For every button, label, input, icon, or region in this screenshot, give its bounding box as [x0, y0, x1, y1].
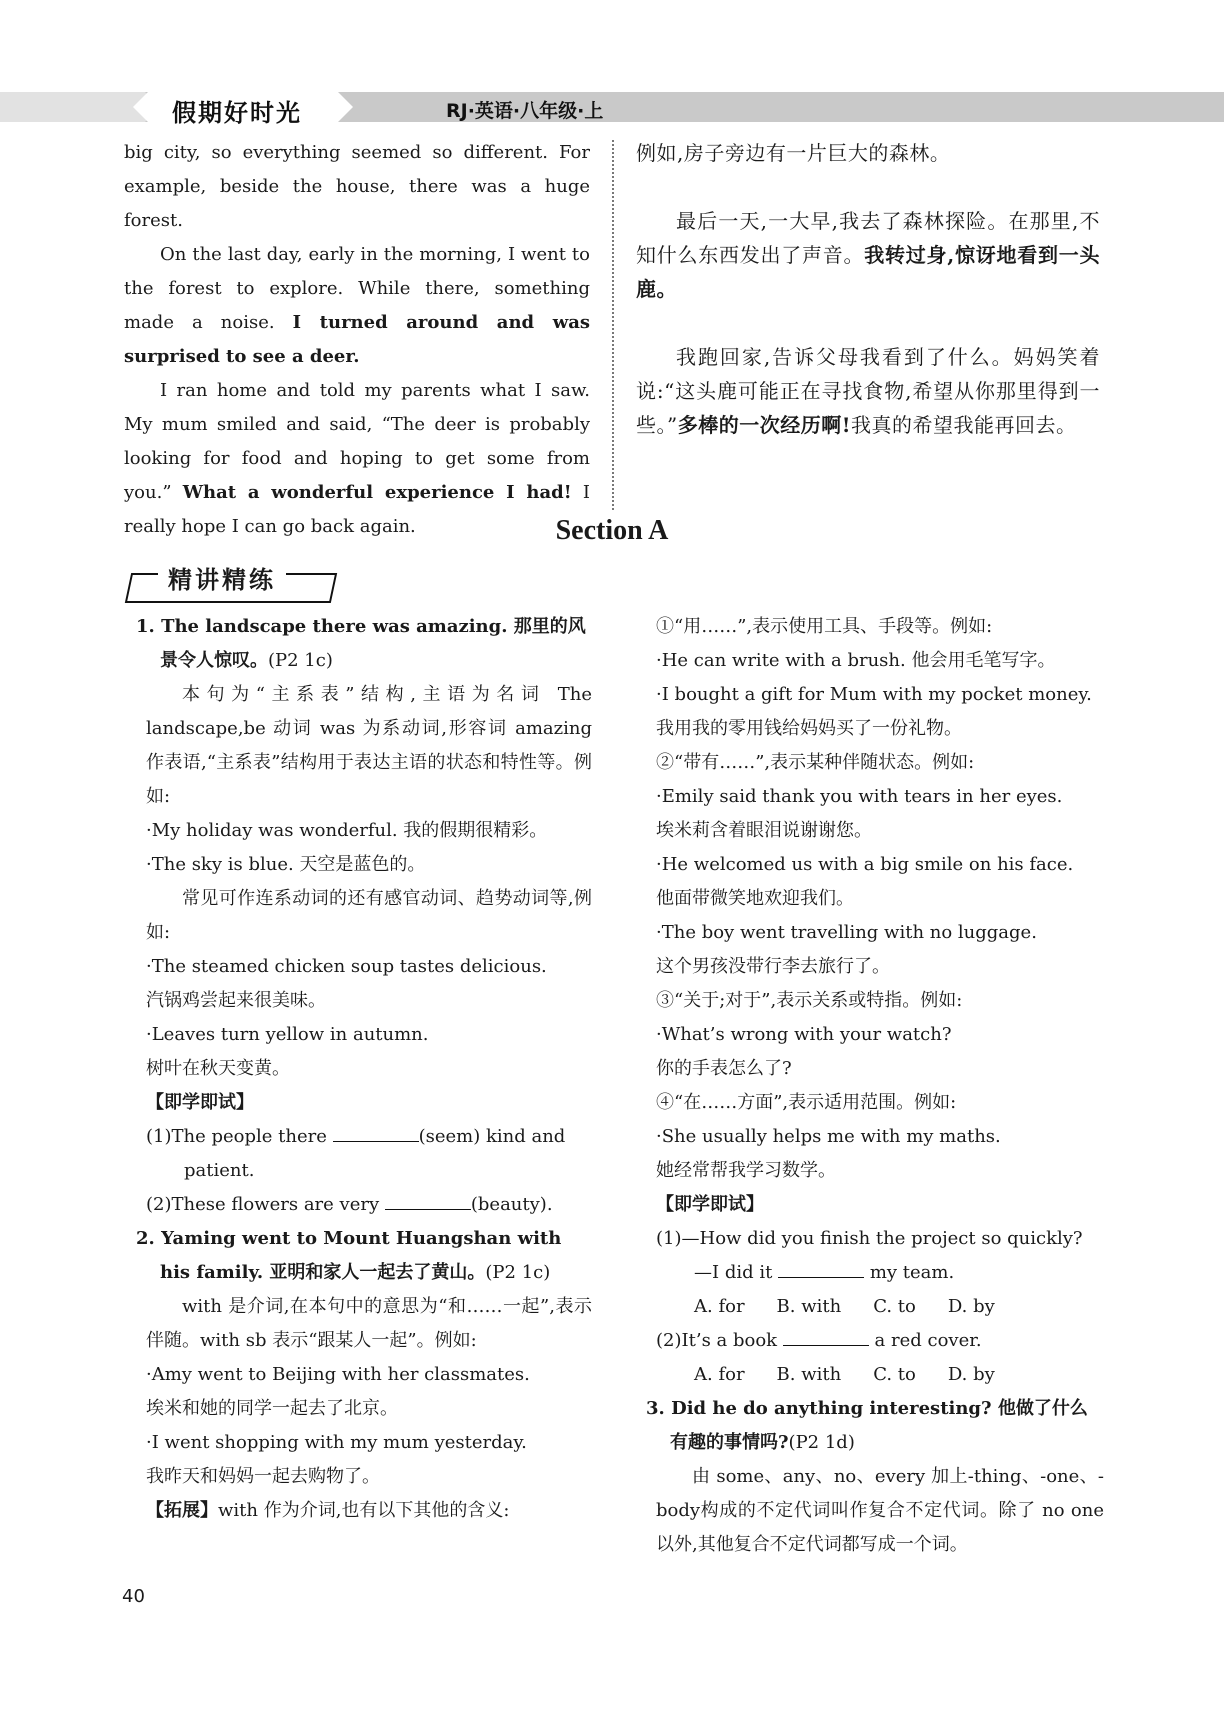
meaning-4: ④“在……方面”,表示适用范围。例如:	[656, 1092, 957, 1113]
story-en-p2-bold: I turned around and was surprised to see a deer.	[124, 312, 590, 367]
item1-explain-2: 常见可作连系动词的还有感官动词、趋势动词等,例如:	[146, 888, 592, 943]
story-cn-p2-bold: 我转过身,惊讶地看到一头鹿。	[636, 243, 1100, 301]
column-divider	[612, 140, 614, 510]
item1-en: The landscape there was amazing.	[161, 616, 508, 637]
story-en-p3-bold: What a wonderful experience I had!	[182, 482, 572, 503]
option-c[interactable]: C. to	[873, 1364, 916, 1385]
practice-r-q1-line2	[634, 1256, 1104, 1290]
item3-cn: 他做了什么有趣的事情吗?	[670, 1398, 1088, 1453]
extend-note	[124, 1494, 592, 1528]
item2-number: 2.	[136, 1228, 155, 1249]
story-en-p2-text: On the last day, early in the morning, I went to the forest to explore. While there, something made a noise.	[124, 244, 590, 333]
meaning-1-example-1: ·He can write with a brush. 他会用毛笔写字。	[656, 650, 1056, 671]
options-q2	[634, 1358, 1104, 1392]
practice-r-q2-end: a red cover.	[874, 1330, 982, 1351]
item2-example-2-en: ·I went shopping with my mum yesterday.	[146, 1432, 527, 1453]
story-en-p2	[124, 238, 590, 374]
section-title: Section A	[555, 515, 669, 546]
item3-en: Did he do anything interesting?	[671, 1398, 992, 1419]
practice-q1-end: (seem) kind and patient.	[184, 1126, 566, 1181]
item1-example-2: ·The sky is blue. 天空是蓝色的。	[146, 854, 426, 875]
practice-q2-start: (2)These flowers are very	[146, 1194, 380, 1215]
item2-en: Yaming went to Mount Huangshan with his family.	[160, 1228, 562, 1283]
practice-q1	[124, 1120, 592, 1188]
item1-ref: (P2 1c)	[268, 650, 333, 671]
extend-label: 【拓展】	[146, 1500, 218, 1521]
answer-blank[interactable]	[783, 1325, 869, 1346]
item2-explain: with 是介词,在本句中的意思为“和……一起”,表示伴随。with sb 表示“跟某人一起”。例如:	[146, 1296, 592, 1351]
story-cn-p3-bold: 多棒的一次经历啊!	[677, 413, 852, 437]
meaning-2-example-2-en: ·He welcomed us with a big smile on his face.	[656, 854, 1074, 875]
item2-example-1-en: ·Amy went to Beijing with her classmates.	[146, 1364, 530, 1385]
item2-example-1-cn: 埃米和她的同学一起去了北京。	[146, 1398, 398, 1419]
answer-blank[interactable]	[385, 1189, 471, 1210]
option-a[interactable]: A. for	[694, 1364, 745, 1385]
story-en-p3-text: I ran home and told my parents what I saw. My mum smiled and said, “The deer is probably looking for food and hoping to get some from you.”	[124, 380, 590, 503]
item1-heading	[124, 610, 592, 678]
item1-example-1: ·My holiday was wonderful. 我的假期很精彩。	[146, 820, 548, 841]
banner-text: 精讲精练	[158, 563, 286, 597]
meaning-2-example-1-en: ·Emily said thank you with tears in her eyes.	[656, 786, 1063, 807]
story-cn-p3	[636, 340, 1100, 442]
item1-example-3-cn: 汽锅鸡尝起来很美味。	[146, 990, 326, 1011]
meaning-3-example-1-cn: 你的手表怎么了?	[656, 1058, 792, 1079]
story-cn-p1: 例如,房子旁边有一片巨大的森林。	[636, 141, 951, 165]
practice-q2	[124, 1188, 592, 1222]
option-d[interactable]: D. by	[947, 1296, 995, 1317]
option-a[interactable]: A. for	[694, 1296, 745, 1317]
meaning-4-example-1-cn: 她经常帮我学习数学。	[656, 1160, 836, 1181]
item2-example-2-cn: 我昨天和妈妈一起去购物了。	[146, 1466, 380, 1487]
options-q1	[634, 1290, 1104, 1324]
item1-number: 1.	[136, 616, 155, 637]
meaning-3-example-1-en: ·What’s wrong with your watch?	[656, 1024, 952, 1045]
page-number: 40	[122, 1586, 145, 1607]
option-c[interactable]: C. to	[873, 1296, 916, 1317]
item2-heading	[124, 1222, 592, 1290]
option-b[interactable]: B. with	[776, 1296, 842, 1317]
banner-jingjiang	[128, 563, 338, 603]
right-column	[634, 610, 1104, 1562]
item2-ref: (P2 1c)	[485, 1262, 551, 1283]
story-cn-p2-text: 最后一天,一大早,我去了森林探险。在那里,不知什么东西发出了声音。	[636, 209, 1100, 267]
meaning-4-example-1-en: ·She usually helps me with my maths.	[656, 1126, 1001, 1147]
item1-example-3-en: ·The steamed chicken soup tastes delicious.	[146, 956, 547, 977]
item1-example-4-cn: 树叶在秋天变黄。	[146, 1058, 290, 1079]
option-d[interactable]: D. by	[947, 1364, 995, 1385]
story-cn-p3-end: 我真的希望我能再回去。	[851, 413, 1077, 437]
story-en-p3-end: I really hope I can go back again.	[124, 482, 590, 537]
meaning-2-example-3-cn: 这个男孩没带行李去旅行了。	[656, 956, 890, 977]
meaning-1-example-2-en: ·I bought a gift for Mum with my pocket money.	[656, 684, 1092, 705]
story-cn-p3-text: 我跑回家,告诉父母我看到了什么。妈妈笑着说:“这头鹿可能正在寻找食物,希望从你那里得到一些。”	[636, 345, 1100, 437]
meaning-2-example-1-cn: 埃米莉含着眼泪说谢谢您。	[656, 820, 872, 841]
item3-explain: 由 some、any、no、every 加上-thing、-one、-body构成的不定代词叫作复合不定代词。除了 no one 以外,其他复合不定代词都写成一个词。	[656, 1466, 1104, 1555]
practice-label-left: 【即学即试】	[146, 1092, 254, 1113]
item3-number: 3.	[646, 1398, 665, 1419]
meaning-1-example-2-cn: 我用我的零用钱给妈妈买了一份礼物。	[656, 718, 962, 739]
option-b[interactable]: B. with	[776, 1364, 842, 1385]
page-header	[0, 92, 1224, 127]
meaning-2-example-2-cn: 他面带微笑地欢迎我们。	[656, 888, 854, 909]
item3-heading	[634, 1392, 1104, 1460]
practice-q2-end: (beauty).	[470, 1194, 553, 1215]
answer-blank[interactable]	[333, 1121, 419, 1142]
answer-blank[interactable]	[778, 1257, 864, 1278]
item1-cn: 那里的风景令人惊叹。	[160, 616, 586, 671]
practice-r-q1-start: —I did it	[694, 1262, 773, 1283]
practice-r-q1-end: my team.	[869, 1262, 955, 1283]
meaning-3: ③“关于;对于”,表示关系或特指。例如:	[656, 990, 963, 1011]
item3-ref: (P2 1d)	[788, 1432, 855, 1453]
meaning-2-example-3-en: ·The boy went travelling with no luggage.	[656, 922, 1037, 943]
practice-r-q2-start: (2)It’s a book	[656, 1330, 778, 1351]
header-left-shade	[0, 92, 145, 122]
practice-r-q2	[634, 1324, 1104, 1358]
practice-r-q1-line1: (1)—How did you finish the project so quickly?	[656, 1228, 1083, 1249]
story-english	[124, 136, 590, 544]
meaning-1: ①“用……”,表示使用工具、手段等。例如:	[656, 616, 993, 637]
item2-cn: 亚明和家人一起去了黄山。	[269, 1262, 486, 1283]
story-chinese	[636, 136, 1100, 442]
practice-q1-start: (1)The people there	[146, 1126, 327, 1147]
story-en-p1: big city, so everything seemed so different. For example, beside the house, there was a huge forest.	[124, 142, 590, 231]
item1-explain: 本句为“主系表”结构,主语为名词 The landscape,be 动词 was 为系动词,形容词 amazing 作表语,“主系表”结构用于表达主语的状态和特性等。例如:	[146, 684, 592, 807]
book-subtitle: RJ·英语·八年级·上	[446, 100, 604, 122]
extend-text: with 作为介词,也有以下其他的含义:	[218, 1500, 510, 1521]
meaning-2: ②“带有……”,表示某种伴随状态。例如:	[656, 752, 975, 773]
left-column	[124, 610, 592, 1528]
item1-example-4-en: ·Leaves turn yellow in autumn.	[146, 1024, 429, 1045]
book-title: 假期好时光	[172, 99, 302, 127]
practice-label-right: 【即学即试】	[656, 1194, 764, 1215]
story-cn-p2	[636, 204, 1100, 306]
